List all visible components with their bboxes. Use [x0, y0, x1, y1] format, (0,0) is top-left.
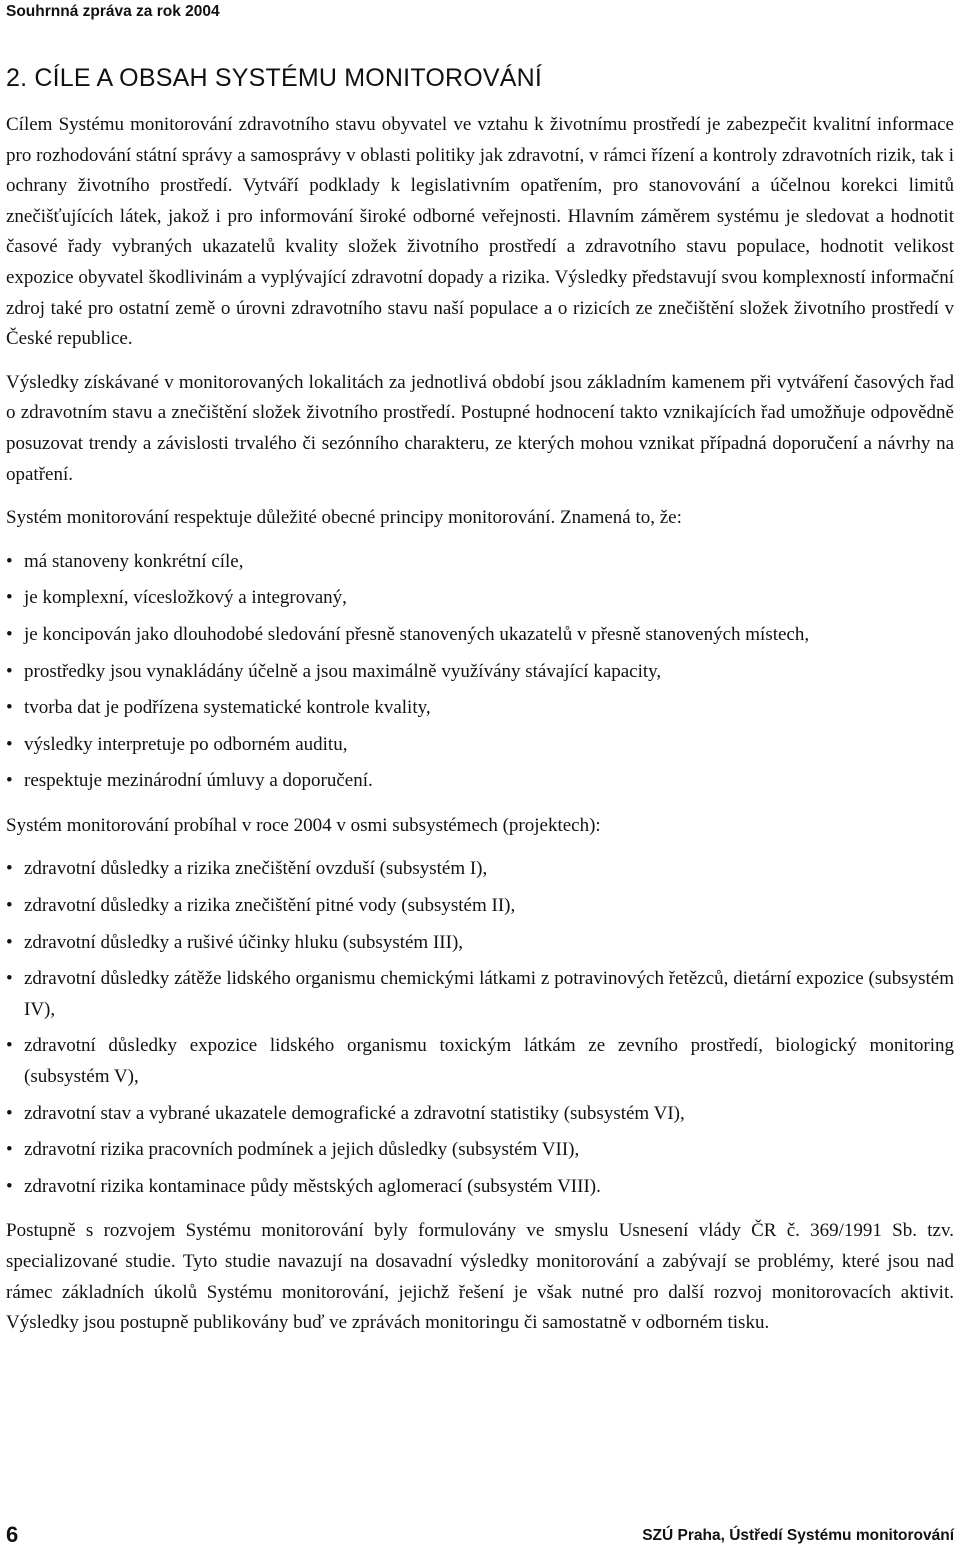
list-item-text: výsledky interpretuje po odborném auditu, — [24, 733, 348, 755]
bullet: • — [6, 895, 13, 917]
list-item-text: zdravotní stav a vybrané ukazatele demografické a zdravotní statistiky (subsystém VI), — [24, 1102, 685, 1124]
list-item — [6, 583, 954, 614]
list-item — [6, 928, 954, 959]
bullet: • — [6, 733, 13, 755]
bullet: • — [6, 1175, 13, 1197]
bullet: • — [6, 550, 13, 572]
list-item-text: tvorba dat je podřízena systematické kontrole kvality, — [24, 697, 431, 719]
bullet: • — [6, 587, 13, 609]
running-head: Souhrnná zpráva za rok 2004 — [6, 3, 220, 20]
list-item — [6, 1031, 954, 1092]
paragraph-results: Výsledky získávané v monitorovaných lokalitách za jednotlivá období jsou základním kamenem při vytváření časových řad o zdravotním stavu a znečištění složek životního prostředí. Postupné hodnocení takto vznikajících řad umožňuje odpovědně posuzovat trendy a závislosti trvalého či sezónního charakteru, ze kterých mohou vznikat případná doporučení a návrhy na opatření. — [6, 371, 954, 485]
list-item-text: zdravotní důsledky expozice lidského organismu toxickým látkám ze zevního prostředí, biologický monitoring (subsystém V), — [24, 1035, 954, 1088]
list-item-text: zdravotní důsledky a rušivé účinky hluku (subsystém III), — [24, 931, 464, 953]
bullet: • — [6, 858, 13, 880]
list-item — [6, 891, 954, 922]
subsystems-list — [6, 854, 954, 1202]
list-item-text: je komplexní, vícesložkový a integrovaný, — [24, 587, 347, 609]
list-item — [6, 657, 954, 688]
bullet: • — [6, 770, 13, 792]
paragraph-subsystems-intro: Systém monitorování probíhal v roce 2004 v osmi subsystémech (projektech): — [6, 814, 601, 836]
list-item — [6, 693, 954, 724]
bullet: • — [6, 660, 13, 682]
list-item-text: respektuje mezinárodní úmluvy a doporučení. — [24, 770, 373, 792]
principles-list — [6, 547, 954, 797]
paragraph-studies: Postupně s rozvojem Systému monitorování byly formulovány ve smyslu Usnesení vlády ČR č. 369/1991 Sb. tzv. specializované studie. Tyto studie navazují na dosavadní výsledky monitorování a zabývají se problémy, které jsou nad rámec základních úkolů Systému monitorování, jejichž řešení je však nutné pro další rozvoj monitorovacích aktivit. Výsledky jsou postupně publikovány buď ve zprávách monitoringu či samostatně v odborném tisku. — [6, 1220, 954, 1334]
body-text — [6, 110, 954, 1352]
list-item — [6, 1172, 954, 1203]
list-item — [6, 620, 954, 651]
list-item — [6, 730, 954, 761]
list-item-text: je koncipován jako dlouhodobé sledování přesně stanovených ukazatelů v přesně stanovených místech, — [24, 623, 810, 645]
list-item — [6, 547, 954, 578]
list-item — [6, 854, 954, 885]
list-item — [6, 964, 954, 1025]
bullet: • — [6, 1139, 13, 1161]
bullet: • — [6, 1102, 13, 1124]
list-item-text: zdravotní důsledky a rizika znečištění pitné vody (subsystém II), — [24, 895, 516, 917]
list-item-text: zdravotní důsledky zátěže lidského organismu chemickými látkami z potravinových řetězců, dietární expozice (subsystém IV), — [24, 968, 954, 1020]
list-item-text: zdravotní rizika pracovních podmínek a jejich důsledky (subsystém VII), — [24, 1139, 580, 1161]
bullet: • — [6, 968, 13, 990]
page-number: 6 — [6, 1522, 19, 1547]
list-item — [6, 1135, 954, 1166]
footer-organization: SZÚ Praha, Ústředí Systému monitorování — [642, 1527, 954, 1544]
bullet: • — [6, 1035, 13, 1057]
list-item-text: prostředky jsou vynakládány účelně a jsou maximálně využívány stávající kapacity, — [24, 660, 662, 682]
list-item — [6, 766, 954, 797]
list-item-text: zdravotní rizika kontaminace půdy městských aglomerací (subsystém VIII). — [24, 1175, 601, 1197]
list-item — [6, 1099, 954, 1130]
bullet: • — [6, 697, 13, 719]
list-item-text: má stanoveny konkrétní cíle, — [24, 550, 244, 572]
chapter-title: 2. CÍLE A OBSAH SYSTÉMU MONITOROVÁNÍ — [6, 64, 543, 92]
paragraph-principles-intro: Systém monitorování respektuje důležité obecné principy monitorování. Znamená to, že: — [6, 507, 682, 529]
bullet: • — [6, 931, 13, 953]
paragraph-aims: Cílem Systému monitorování zdravotního stavu obyvatel ve vztahu k životnímu prostředí je zabezpečit kvalitní informace pro rozhodování státní správy a samosprávy v oblasti politiky jak zdravotní, v rámci řízení a kontroly zdravotních rizik, tak i ochrany životního prostředí. Vytváří podklady k legislativním opatřením, pro stanovování a účelnou korekci limitů znečišťujících látek, jakož i pro informování široké odborné veřejnosti. Hlavním záměrem systému je sledovat a hodnotit časové řady vybraných ukazatelů kvality složek životního prostředí a zdravotního stavu populace, hodnotit velikost expozice obyvatel škodlivinám a vyplývající zdravotní dopady a rizika. Výsledky představují svou komplexností informační zdroj také pro ostatní země o úrovni zdravotního stavu naší populace a o rizicích ze znečištění složek životního prostředí v České republice. — [6, 114, 954, 350]
bullet: • — [6, 623, 13, 645]
list-item-text: zdravotní důsledky a rizika znečištění ovzduší (subsystém I), — [24, 858, 488, 880]
